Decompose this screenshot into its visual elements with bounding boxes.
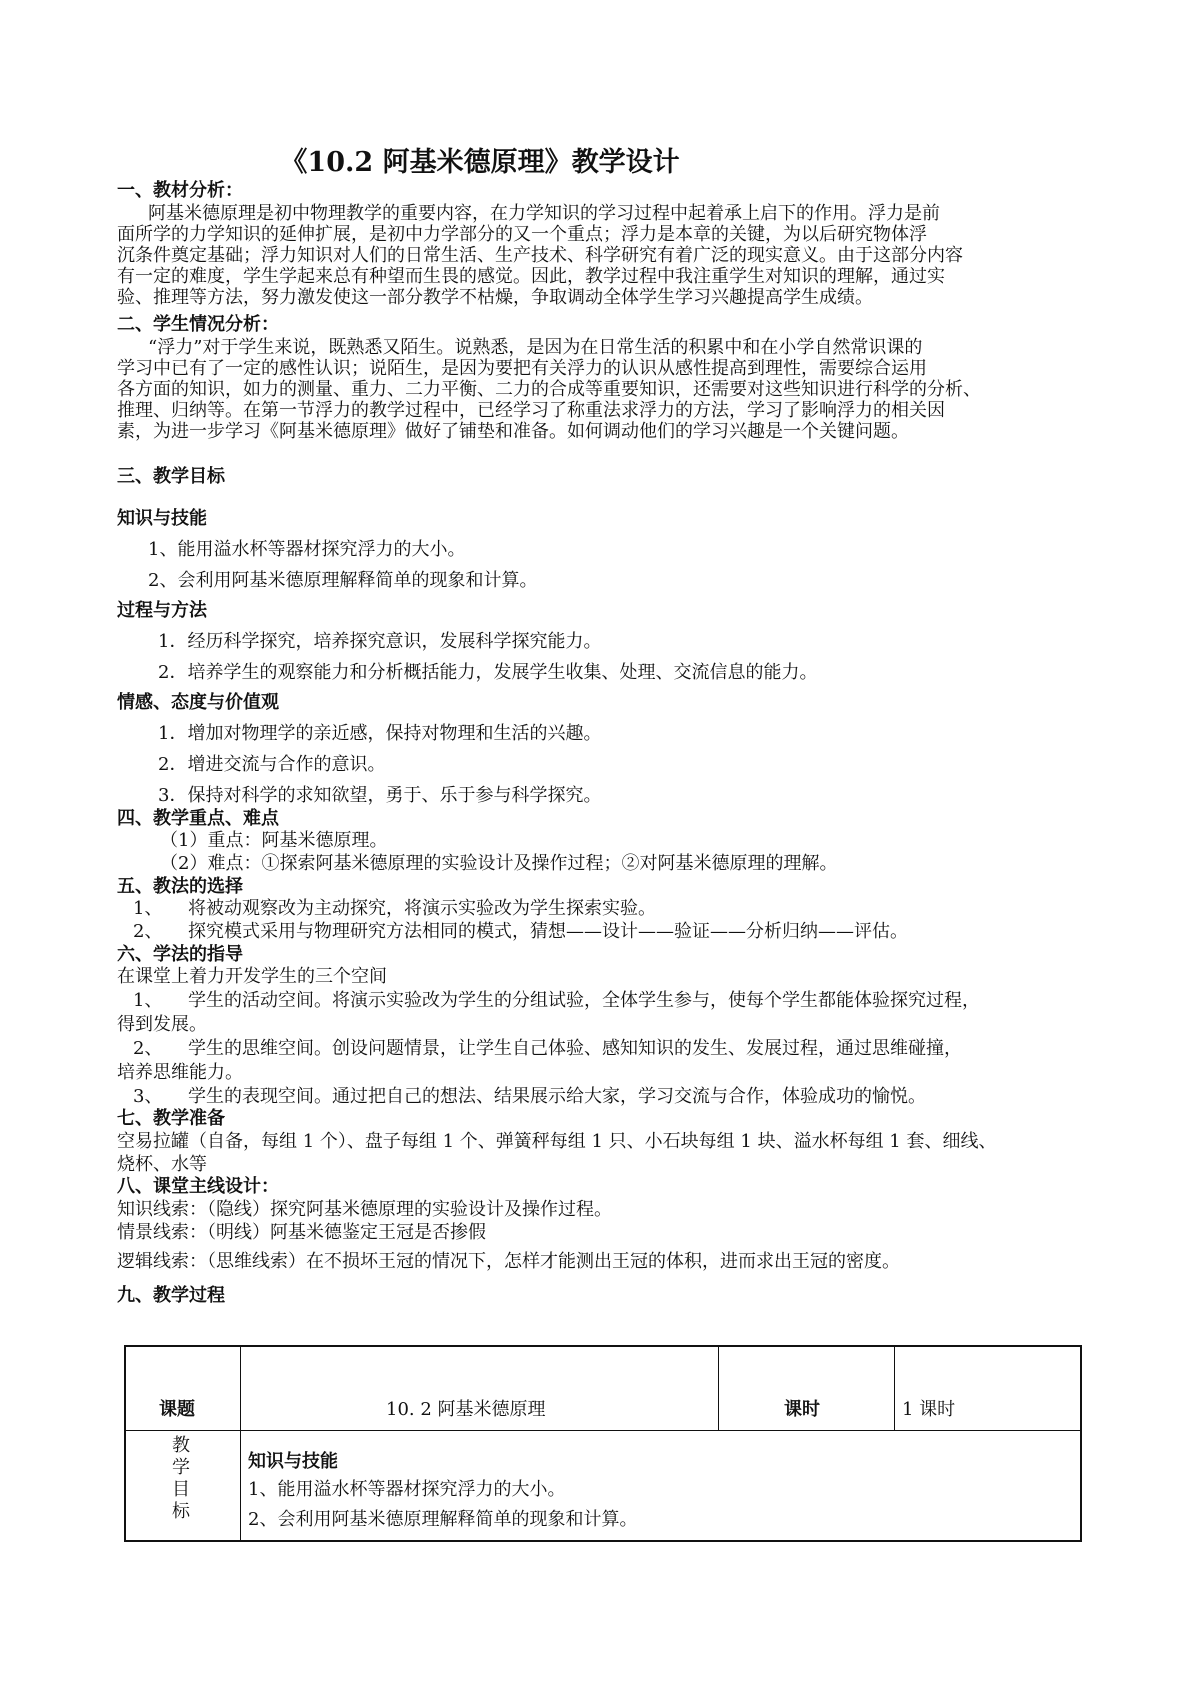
hours-label: 课时 [784, 1399, 820, 1420]
hours-value: 1 课时 [902, 1399, 956, 1420]
table-divider [240, 1347, 241, 1540]
document-title: 《10.2 阿基米德原理》教学设计 [280, 147, 680, 178]
goal-label-char: 标 [172, 1501, 190, 1522]
table-divider [718, 1347, 719, 1430]
section-heading-teaching-methods: 五、教法的选择 [117, 876, 243, 897]
knowledge-skills-title: 知识与技能 [117, 508, 207, 529]
goal-item: 2、会利用阿基米德原理解释简单的现象和计算。 [248, 1509, 638, 1530]
key-point-item: （1）重点：阿基米德原理。 [160, 830, 388, 851]
emotion-item: 2．增进交流与合作的意识。 [158, 754, 386, 775]
learning-guidance-intro: 在课堂上着力开发学生的三个空间 [117, 966, 387, 987]
paragraph-line: 有一定的难度，学生学起来总有种望而生畏的感觉。因此，教学过程中我注重学生对知识的理解，通过实 [117, 266, 945, 287]
section-heading-key-points: 四、教学重点、难点 [117, 808, 279, 829]
method-item-number: 2、 [133, 921, 163, 942]
section-heading-teaching-process: 九、教学过程 [117, 1285, 225, 1306]
section-heading-teaching-goals: 三、教学目标 [117, 466, 225, 487]
table-divider [126, 1430, 1080, 1431]
section-heading-preparation: 七、教学准备 [117, 1108, 225, 1129]
guidance-item-text: 学生的思维空间。创设问题情景，让学生自己体验、感知知识的发生、发展过程，通过思维碰撞， [188, 1038, 962, 1059]
guidance-item-text: 学生的表现空间。通过把自己的想法、结果展示给大家，学习交流与合作，体验成功的愉悦。 [188, 1086, 926, 1107]
guidance-item-continuation: 培养思维能力。 [117, 1062, 243, 1083]
guidance-item-number: 2、 [133, 1038, 163, 1059]
guidance-item-text: 学生的活动空间。将演示实验改为学生的分组试验，全体学生参与，使每个学生都能体验探究过程， [188, 990, 980, 1011]
student-analysis-paragraph [117, 337, 1083, 442]
logic-clue-line: 逻辑线索：（思维线索）在不损坏王冠的情况下，怎样才能测出王冠的体积，进而求出王冠的密度。 [117, 1251, 900, 1272]
table-divider [894, 1347, 895, 1430]
guidance-item-continuation: 得到发展。 [117, 1014, 207, 1035]
paragraph-line: 沉条件奠定基础；浮力知识对人们的日常生活、生产技术、科学研究有着广泛的现实意义。由于这部分内容 [117, 245, 963, 266]
section-heading-textbook-analysis: 一、教材分析： [117, 180, 243, 201]
paragraph-line: 验、推理等方法，努力激发使这一部分教学不枯燥，争取调动全体学生学习兴趣提高学生成绩。 [117, 287, 873, 308]
scene-clue-line: 情景线索：（明线）阿基米德鉴定王冠是否掺假 [117, 1222, 486, 1243]
section-heading-learning-guidance: 六、学法的指导 [117, 944, 243, 965]
goal-item: 1、能用溢水杯等器材探究浮力的大小。 [248, 1479, 566, 1500]
method-item-text: 探究模式采用与物理研究方法相同的模式，猜想——设计——验证——分析归纳——评估。 [188, 921, 908, 942]
paragraph-line: 面所学的力学知识的延伸扩展，是初中力学部分的又一个重点；浮力是本章的关键，为以后研究物体浮 [117, 224, 927, 245]
paragraph-line: 推理、归纳等。在第一节浮力的教学过程中，已经学习了称重法求浮力的方法，学习了影响浮力的相关因 [117, 400, 945, 421]
goal-label-vertical [156, 1435, 206, 1523]
knowledge-item: 1、能用溢水杯等器材探究浮力的大小。 [148, 539, 466, 560]
goal-section-title: 知识与技能 [248, 1451, 338, 1472]
preparation-line: 空易拉罐（自备，每组 1 个）、盘子每组 1 个、弹簧秤每组 1 只、小石块每组 1 块、溢水杯每组 1 套、细线、 [117, 1131, 997, 1152]
method-item-text: 将被动观察改为主动探究，将演示实验改为学生探索实验。 [188, 898, 656, 919]
textbook-analysis-paragraph [117, 203, 1083, 308]
emotion-item: 1．增加对物理学的亲近感，保持对物理和生活的兴趣。 [158, 723, 602, 744]
process-item: 2．培养学生的观察能力和分析概括能力，发展学生收集、处理、交流信息的能力。 [158, 662, 818, 683]
process-item: 1．经历科学探究，培养探究意识，发展科学探究能力。 [158, 631, 602, 652]
guidance-item-number: 1、 [133, 990, 163, 1011]
lesson-info-table [124, 1345, 1082, 1542]
guidance-item-number: 3、 [133, 1086, 163, 1107]
section-heading-student-analysis: 二、学生情况分析： [117, 314, 279, 335]
difficulty-item: （2）难点：①探索阿基米德原理的实验设计及操作过程；②对阿基米德原理的理解。 [160, 853, 838, 874]
emotion-item: 3．保持对科学的求知欲望，勇于、乐于参与科学探究。 [158, 785, 602, 806]
topic-label: 课题 [159, 1399, 195, 1420]
paragraph-line: 学习中已有了一定的感性认识；说陌生，是因为要把有关浮力的认识从感性提高到理性，需要综合运用 [117, 358, 927, 379]
process-methods-title: 过程与方法 [117, 600, 207, 621]
goal-label-char: 教 [172, 1435, 190, 1456]
paragraph-line: “浮力”对于学生来说，既熟悉又陌生。说熟悉，是因为在日常生活的积累中和在小学自然常识课的 [148, 337, 923, 358]
paragraph-line: 素，为进一步学习《阿基米德原理》做好了铺垫和准备。如何调动他们的学习兴趣是一个关键问题。 [117, 421, 909, 442]
preparation-line: 烧杯、水等 [117, 1154, 207, 1175]
paragraph-line: 各方面的知识，如力的测量、重力、二力平衡、二力的合成等重要知识，还需要对这些知识进行科学的分析、 [117, 379, 981, 400]
knowledge-item: 2、会利用阿基米德原理解释简单的现象和计算。 [148, 570, 538, 591]
section-heading-main-line-design: 八、课堂主线设计： [117, 1176, 279, 1197]
method-item-number: 1、 [133, 898, 163, 919]
knowledge-clue-line: 知识线索：（隐线）探究阿基米德原理的实验设计及操作过程。 [117, 1199, 612, 1220]
topic-value: 10. 2 阿基米德原理 [386, 1399, 546, 1420]
goal-label-char: 学 [172, 1457, 190, 1478]
goal-label-char: 目 [172, 1479, 190, 1500]
paragraph-line: 阿基米德原理是初中物理教学的重要内容，在力学知识的学习过程中起着承上启下的作用。浮力是前 [148, 203, 940, 224]
emotion-values-title: 情感、态度与价值观 [117, 692, 279, 713]
